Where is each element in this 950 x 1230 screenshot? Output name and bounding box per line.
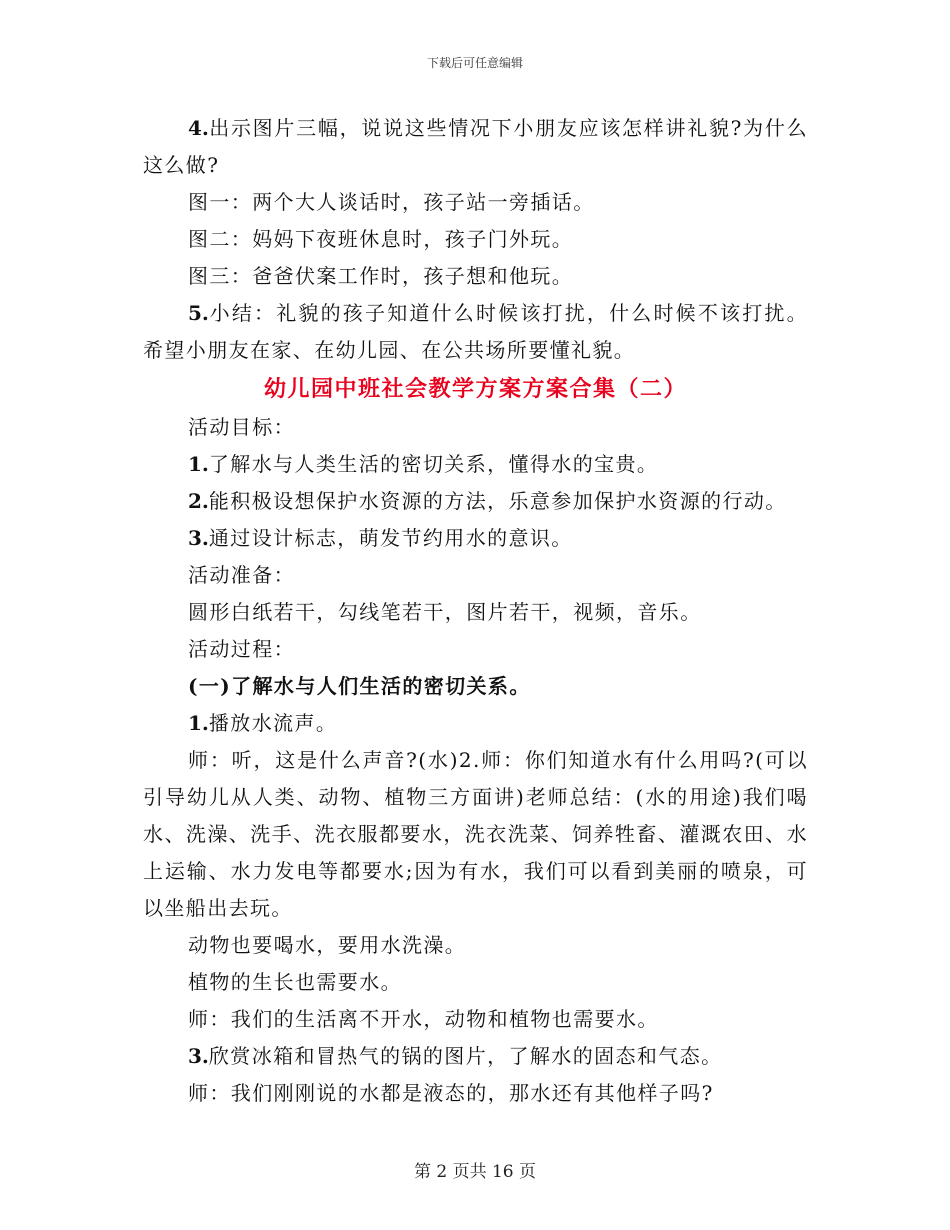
goal-text: 通过设计标志，萌发节约用水的意识。 — [208, 526, 573, 550]
part-1-heading: (一)了解水与人们生活的密切关系。 — [188, 674, 531, 698]
paragraph-text: 小结：礼貌的孩子知道什么时候该打扰，什么时候不该打扰。希望小朋友在家、在幼儿园、在公共场所要懂礼貌。 — [143, 301, 808, 362]
step-3 — [143, 1038, 808, 1075]
paragraph-summary — [143, 295, 808, 369]
goal-item-1 — [143, 446, 808, 483]
goal-item-3 — [143, 520, 808, 557]
paragraph-animals: 动物也要喝水，要用水洗澡。 — [188, 933, 467, 957]
page-header: 下载后可任意编辑 — [426, 56, 523, 70]
prep-text: 圆形白纸若干，勾线笔若干，图片若干，视频，音乐。 — [188, 600, 702, 624]
paragraph-picture-1: 图一：两个大人谈话时，孩子站一旁插话。 — [188, 190, 595, 214]
paragraph-show-pictures — [143, 110, 808, 184]
paragraph-picture-2: 图二：妈妈下夜班休息时，孩子门外玩。 — [188, 227, 574, 251]
page-footer: 第 2 页共 16 页 — [413, 1162, 537, 1182]
paragraph-teacher-1: 师：听，这是什么声音?(水)2.师：你们知道水有什么用吗?(可以引导幼儿从人类、动物、植物三方面讲)老师总结：(水的用途)我们喝水、洗澡、洗手、洗衣服都要水，洗衣洗菜、饲养牲畜、灌溉农田、水上运输、水力发电等都要水;因为有水，我们可以看到美丽的喷泉，可以坐船出去玩。 — [143, 748, 808, 920]
goal-item-2 — [143, 483, 808, 520]
item-number: 3. — [188, 526, 209, 550]
item-number: 1. — [188, 711, 209, 735]
goals-heading: 活动目标： — [188, 415, 295, 439]
prep-heading: 活动准备： — [188, 563, 295, 587]
process-heading: 活动过程： — [188, 637, 295, 661]
paragraph-teacher-3: 师：我们刚刚说的水都是液态的，那水还有其他样子吗? — [188, 1081, 714, 1105]
paragraph-plants: 植物的生长也需要水。 — [188, 970, 402, 994]
document-body — [143, 110, 808, 1112]
goal-text: 了解水与人类生活的密切关系，懂得水的宝贵。 — [208, 452, 659, 476]
step-text: 播放水流声。 — [208, 711, 338, 735]
step-text: 欣赏冰箱和冒热气的锅的图片，了解水的固态和气态。 — [208, 1044, 723, 1068]
paragraph-teacher-2: 师：我们的生活离不开水，动物和植物也需要水。 — [188, 1007, 659, 1031]
item-number: 5. — [188, 301, 209, 325]
item-number: 3. — [188, 1044, 209, 1068]
section-title: 幼儿园中班社会教学方案方案合集（二） — [263, 376, 687, 402]
paragraph-text: 出示图片三幅，说说这些情况下小朋友应该怎样讲礼貌?为什么这么做? — [143, 116, 808, 177]
item-number: 2. — [188, 489, 209, 513]
step-1 — [143, 705, 808, 742]
goal-text: 能积极设想保护水资源的方法，乐意参加保护水资源的行动。 — [208, 489, 787, 513]
paragraph-picture-3: 图三：爸爸伏案工作时，孩子想和他玩。 — [188, 264, 574, 288]
item-number: 1. — [188, 452, 209, 476]
item-number: 4. — [188, 116, 209, 140]
